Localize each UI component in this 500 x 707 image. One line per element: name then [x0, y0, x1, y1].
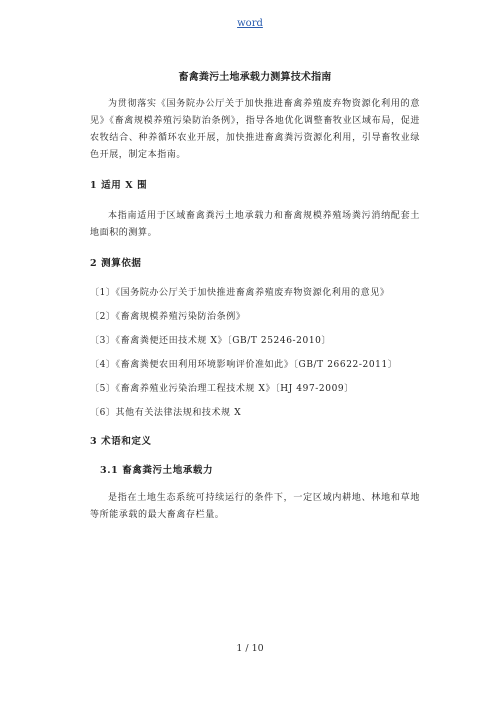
section-3-1-text: 是指在土地生态系统可持续运行的条件下，一定区域内耕地、林地和草地等所能承载的最大畜禽存栏量。 — [90, 493, 420, 520]
reference-item: 〔1〕《国务院办公厅关于加快推进畜禽养殖废弃物资源化利用的意见》 — [90, 288, 390, 298]
page-number: 1 / 10 — [236, 643, 264, 654]
header-word-link[interactable]: word — [237, 18, 263, 29]
section-2-heading: 2 测算依据 — [90, 258, 142, 269]
intro-paragraph: 为贯彻落实《国务院办公厅关于加快推进畜禽养殖废弃物资源化利用的意见》《畜禽规模养殖污染防治条例》，指导各地优化调整畜牧业区域布局，促进农牧结合、种养循环农业开展，加快推进畜禽粪污资源化利用，引导畜牧业绿色开展，制定本指南。 — [90, 99, 420, 160]
section-3-heading: 3 术语和定义 — [90, 436, 152, 447]
reference-item: 〔2〕《畜禽规模养殖污染防治条例》 — [90, 312, 246, 322]
reference-item: 〔6〕其他有关法律法规和技术规 X — [90, 408, 242, 418]
section-1-heading: 1 适用 X 围 — [90, 180, 148, 191]
reference-item: 〔5〕《畜禽养殖业污染治理工程技术规 X》〔HJ 497-2009〕 — [90, 384, 354, 394]
document-title: 畜禽粪污土地承载力测算技术指南 — [178, 72, 332, 83]
reference-item: 〔3〕《畜禽粪便还田技术规 X》〔GB/T 25246-2010〕 — [90, 336, 332, 346]
section-1-text: 本指南适用于区域畜禽粪污土地承载力和畜禽规模养殖场粪污消纳配套土地面积的测算。 — [90, 211, 420, 238]
document-page — [90, 68, 420, 524]
section-3-1-heading: 3.1 畜禽粪污土地承载力 — [100, 465, 214, 476]
reference-item: 〔4〕《畜禽粪便农田利用环境影响评价准如此》〔GB/T 26622-2011〕 — [90, 360, 398, 370]
